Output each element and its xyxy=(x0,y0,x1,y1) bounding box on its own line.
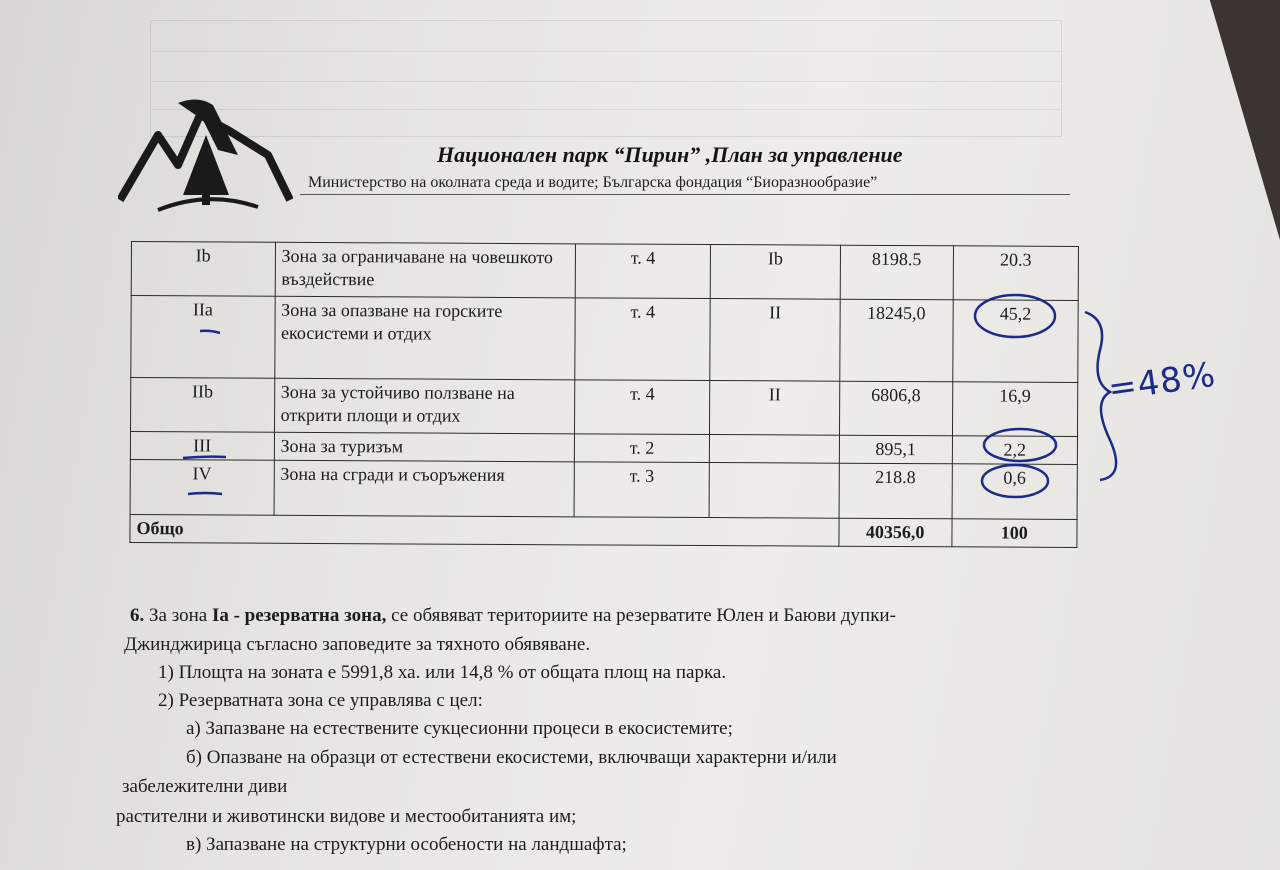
list-item: а) Запазване на естествените сукцесионни процеси в екосистемите; xyxy=(186,718,733,739)
park-logo xyxy=(118,95,293,215)
list-item-cont: растителни и животински видове и местообитанията им; xyxy=(116,806,577,827)
zone-percent: 45,2 xyxy=(952,300,1078,383)
zone-point: т. 4 xyxy=(575,244,711,299)
zones-table xyxy=(129,241,1079,548)
zone-category xyxy=(710,435,839,464)
table-row xyxy=(131,378,1078,437)
list-item-cont: забележителни диви xyxy=(122,776,288,797)
list-item: 1) Площта на зоната е 5991,8 ха. или 14,8 % от общата площ на парка. xyxy=(158,662,727,683)
total-label: Общо xyxy=(130,514,839,546)
table-row xyxy=(131,242,1078,301)
zone-point: т. 3 xyxy=(574,462,710,518)
table-row xyxy=(130,459,1077,519)
zone-percent: 20.3 xyxy=(953,246,1079,301)
document-title: Национален парк “Пирин” ,План за управление xyxy=(437,142,903,167)
zone-name: Зона за ограничаване на човешкото въздействие xyxy=(275,242,576,298)
zone-point: т. 2 xyxy=(574,434,710,463)
zone-code: III xyxy=(130,432,274,461)
zone-category: Ib xyxy=(711,245,841,300)
zone-area: 6806,8 xyxy=(839,381,952,436)
zone-code: IIb xyxy=(131,378,275,433)
list-item: в) Запазване на структурни особености на ландшафта; xyxy=(186,834,627,855)
total-area: 40356,0 xyxy=(839,518,952,547)
zone-name: Зона за туризъм xyxy=(274,432,575,462)
zone-code: Ib xyxy=(131,242,275,297)
zone-point: т. 4 xyxy=(575,298,711,381)
zone-area: 8198.5 xyxy=(840,245,953,300)
zone-percent: 0,6 xyxy=(952,464,1078,520)
zone-area: 18245,0 xyxy=(839,299,952,382)
zone-percent: 16,9 xyxy=(952,382,1078,437)
zone-name: Зона на сгради и съоръжения xyxy=(274,460,575,517)
zone-name: Зона за опазване на горските екосистеми и отдих xyxy=(274,296,575,380)
table-total-row xyxy=(130,514,1077,547)
zone-term: Ia - резерватна зона, xyxy=(211,605,387,626)
paragraph-intro: За зона xyxy=(149,605,212,626)
paragraph-line: Джинджирица съгласно заповедите за тяхното обявяване. xyxy=(124,634,591,655)
zone-category: II xyxy=(710,381,840,436)
paragraph-number: 6. xyxy=(130,605,145,626)
total-percent: 100 xyxy=(952,519,1077,548)
header-rule xyxy=(300,194,1070,195)
list-item: 2) Резерватната зона се управлява с цел: xyxy=(158,690,483,711)
table-row xyxy=(131,296,1078,383)
zone-category: II xyxy=(710,299,840,382)
zone-category xyxy=(709,463,839,519)
zone-code: IIa xyxy=(131,296,275,379)
paragraph-text: се обявяват териториите на резерватите Юлен и Баюви дупки- xyxy=(386,605,896,626)
zone-point: т. 4 xyxy=(574,380,710,435)
zone-area: 218.8 xyxy=(839,463,952,519)
document-subtitle: Министерство на околната среда и водите; Българска фондация “Биоразнообразие” xyxy=(308,174,878,191)
handwritten-percent: =48% xyxy=(1105,354,1219,410)
zone-code: IV xyxy=(130,459,274,515)
zone-percent: 2,2 xyxy=(952,436,1077,465)
zone-area: 895,1 xyxy=(839,435,952,464)
zone-name: Зона за устойчиво ползване на открити площи и отдих xyxy=(274,378,575,434)
list-item: б) Опазване на образци от естествени екосистеми, включващи характерни и/или xyxy=(186,747,837,768)
